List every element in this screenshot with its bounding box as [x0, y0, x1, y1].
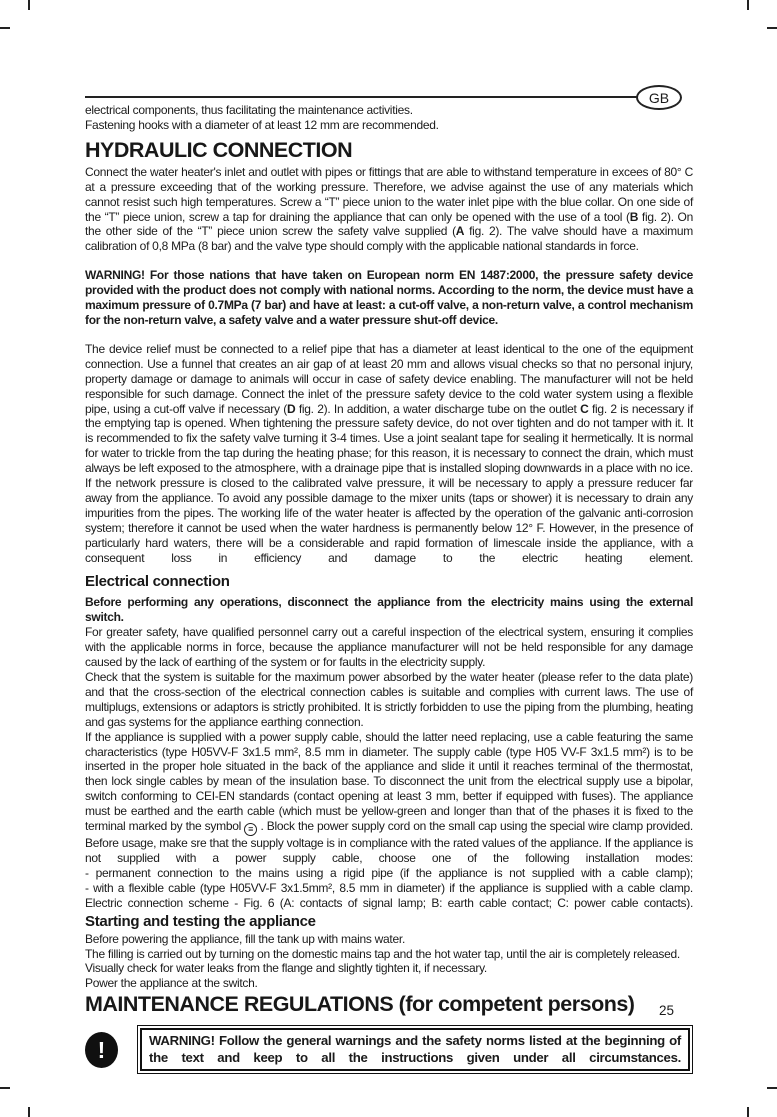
crop-mark — [767, 1087, 777, 1089]
maintenance-warning-row — [85, 1025, 693, 1074]
intro-line: Fastening hooks with a diameter of at least 12 mm are recommended. — [85, 117, 439, 132]
crop-mark — [747, 0, 749, 10]
hydraulic-connection-title: HYDRAULIC CONNECTION — [85, 137, 353, 162]
earth-ground-icon: ≡ — [244, 823, 257, 836]
electrical-paragraph-1: For greater safety, have qualified personnel carry out a careful inspection of the electrical system, ensuring it complies with the applicable norms in force, because the appliance manufacturer will not be held responsible for any damage caused by the lack of earthing of the system or for faults in the electricity supply. — [85, 625, 693, 670]
starting-line: The filling is carried out by turning on the domestic mains tap and the hot water tap, until the air is completely released. — [85, 946, 680, 961]
electrical-paragraph-2: Check that the system is suitable for the maximum power absorbed by the water heater (please refer to the data plate) and that the cross-section of the electrical connection cables is suitable and complies with current laws. The use of multiplugs, extensions or adaptors is strictly prohibited. It is strictly forbidden to use the piping from the plumbing, heating and gas systems for the appliance earthing connection. — [85, 670, 693, 729]
exclamation-glyph: ! — [97, 1036, 106, 1063]
page-content — [85, 103, 693, 1074]
starting-line: Before powering the appliance, fill the tank up with mains water. — [85, 931, 405, 946]
intro-line: electrical components, thus facilitating the maintenance activities. — [85, 103, 413, 117]
starting-testing-title: Starting and testing the appliance — [85, 912, 316, 930]
starting-line: Power the appliance at the switch. — [85, 976, 258, 991]
starting-line: Visually check for water leaks from the flange and slightly tighten it, if necessary. — [85, 961, 487, 976]
maintenance-regulations-title: MAINTENANCE REGULATIONS (for competent persons) — [85, 992, 635, 1017]
hydraulic-paragraph-2: The device relief must be connected to a relief pipe that has a diameter at least identical to the one of the equipment connection. Use a funnel that creates an air gap of at least 20 mm and allows visual checks so that no personal injury, property damage or damage to animals will occur in case of safety device enabling. The manufacturer will not be held responsible for such damage. Connect the inlet of the pressure safety device to the cold water system using a flexible pipe, using a cut-off valve if necessary (D fig. 2). In addition, a water discharge tube on the outlet C fig. 2 is necessary if the emptying tap is opened. When tightening the pressure safety device, do not over tighten and do not tamper with it. It is recommended to fix the safety valve turning it 3-4 times. Use a joint sealant tape for sealing it hermetically. It is normal for water to trickle from the tap during the heating phase; for this reason, it is necessary to connect the drain, which must always be left exposed to the atmosphere, with a drainage pipe that is installed sloping downwards in a place with no ice. If the network pressure is closed to the calibrated valve pressure, it will be necessary to apply a pressure reducer far away from the appliance. To avoid any possible damage to the mixer units (taps or shower) it is necessary to drain any impurities from the pipes. The working life of the water heater is affected by the operation of the galvanic anti-corrosion system; therefore it cannot be used when the water hardness is permanently below 12° F. However, in the presence of particularly hard waters, there will be a considerable and rapid formation of limescale inside the appliance, with a consequent loss in efficiency and damage to the electric heating element. — [85, 341, 693, 565]
header-rule — [85, 96, 637, 98]
electrical-paragraph-3: If the appliance is supplied with a power supply cable, should the latter need replacing, use a cable featuring the same characteristics (type H05VV-F 3x1.5 mm², 8.5 mm in diameter. The supply cable (type H05 VV-F 3x1.5 mm²) is to be inserted in the proper hole situated in the back of the appliance and slide it until it reaches terminal of the thermostat, then lock single cables by mean of the insulation base. To disconnect the unit from the electrical supply use a bipolar, switch conforming to CEI-EN standards (contact opening at least 3 mm, better if equipped with fuses). The appliance must be earthed and the earth cable (which must be yellow-green and longer than that of the phases it is fixed to the terminal marked by the symbol ≡ . Block the power supply cord on the small cap using the special wire clamp provided. Before usage, make sre that the supply voltage is in compliance with the rated values of the appliance. If the appliance is not supplied with a power supply cable, choose one of the following installation modes: - permanent connection to the mains using a rigid pipe (if the appliance is not supplied with a cable clamp); - with a flexible cable (type H05VV-F 3x1.5mm², 8.5 mm in diameter) if the appliance is supplied with a cable clamp. Electric connection scheme - Fig. 6 (A: contacts of signal lamp; B: earth cable contact; C: power cable contacts). — [85, 729, 693, 910]
starting-paragraph — [85, 932, 693, 992]
electrical-warning-paragraph: Before performing any operations, disconnect the appliance from the electricity mains using the external switch. — [85, 595, 693, 625]
warning-box — [137, 1025, 693, 1074]
crop-mark — [747, 1107, 749, 1117]
intro-paragraph — [85, 103, 693, 133]
electrical-connection-title: Electrical connection — [85, 573, 230, 591]
warning-box-text: WARNING! Follow the general warnings and the safety norms listed at the beginning of the text and keep to all the instructions given under all circumstances. — [140, 1028, 690, 1071]
crop-mark — [0, 1087, 10, 1089]
crop-mark — [28, 0, 30, 10]
page-number: 25 — [659, 1003, 675, 1018]
hydraulic-paragraph-1: Connect the water heater's inlet and outlet with pipes or fittings that are able to withstand temperature in excees of 80° C at a pressure exceeding that of the working pressure. Therefore, we advise against the use of any materials which cannot resist such high temperatures. Screw a “T” piece union to the water inlet pipe with the blue collar. On one side of the “T” piece union, screw a tap for draining the appliance that can only be opened with the use of a tool (B fig. 2). On the other side of the “T” piece union screw the safety valve supplied (A fig. 2). The valve should have a maximum calibration of 0,8 MPa (8 bar) and the valve type should comply with the applicable national standards in force. — [85, 164, 693, 254]
language-badge-label: GB — [648, 89, 670, 106]
exclamation-icon — [85, 1032, 118, 1068]
crop-mark — [767, 27, 777, 29]
hydraulic-warning-paragraph: WARNING! For those nations that have taken on European norm EN 1487:2000, the pressure safety device provided with the product does not comply with national norms. According to the norm, the device must have a maximum pressure of 0.7MPa (7 bar) and have at least: a cut-off valve, a non-return valve, a control mechanism for the non-return valve, a safety valve and a water pressure shut-off device. — [85, 268, 693, 327]
crop-mark — [28, 1107, 30, 1117]
crop-mark — [0, 27, 10, 29]
